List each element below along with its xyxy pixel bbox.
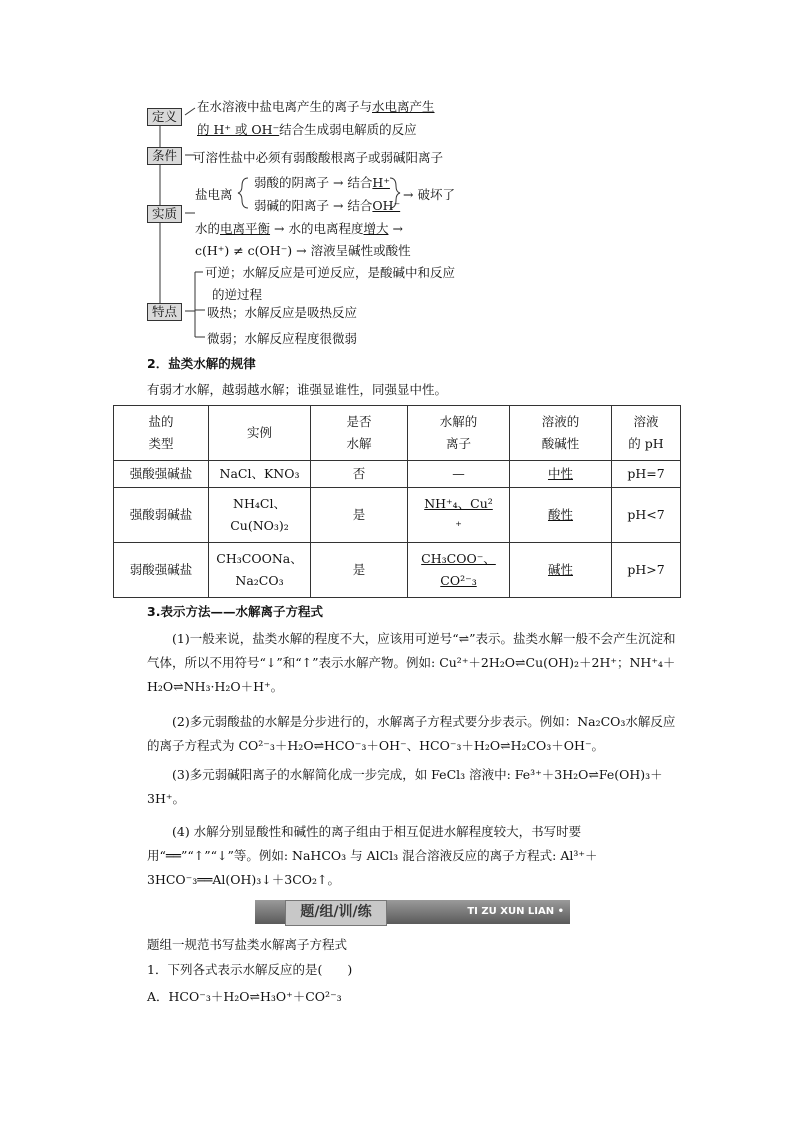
th-hydrolysis: 是否 水解 xyxy=(311,406,408,461)
group1-title: 题组一规范书写盐类水解离子方程式 xyxy=(147,937,348,952)
rule-text: 有弱才水解，越弱越水解；谁强显谁性，同强显中性。 xyxy=(147,382,448,397)
question-1: 1．下列各式表示水解反应的是( ) xyxy=(147,962,353,977)
feature-endothermic: 吸热；水解反应是吸热反应 xyxy=(207,305,358,320)
condition-text: 可溶性盐中必须有弱酸酸根离子或弱碱阳离子 xyxy=(193,150,444,165)
tag-essence: 实质 xyxy=(147,205,182,223)
paragraph-2: (2)多元弱酸盐的水解是分步进行的，水解离子方程式要分步表示。例如：Na₂CO₃水解反应的离子方程式为 CO²⁻₃＋H₂O⇌HCO⁻₃＋OH⁻、HCO⁻₃＋H₂O⇌H₂CO₃＋OH⁻。 xyxy=(147,714,676,753)
paragraph-4: (4) 水解分别显酸性和碱性的离子组由于相互促进水解程度较大，书写时要用“══”“↑”“↓”等。例如: NaHCO₃ 与 AlCl₃ 混合溶液反应的离子方程式: Al³⁺＋3HCO⁻₃══Al(OH)₃↓＋3CO₂↑。 xyxy=(147,824,598,887)
weak-base-cation: 弱碱的阳离子 → 结合OH⁻ xyxy=(254,198,401,213)
paragraph-3: (3)多元弱碱阳离子的水解简化成一步完成，如 FeCl₃ 溶液中: Fe³⁺＋3H₂O⇌Fe(OH)₃＋3H⁺。 xyxy=(147,767,663,806)
section3-title: 3.表示方法——水解离子方程式 xyxy=(147,604,323,619)
feature-reversible-2: 的逆过程 xyxy=(212,287,263,302)
practice-banner xyxy=(255,900,570,924)
feature-reversible-1: 可逆；水解反应是可逆反应，是酸碱中和反应 xyxy=(205,265,456,280)
banner-title: 题/组/训/练 xyxy=(285,900,387,926)
tag-define: 定义 xyxy=(147,108,182,126)
weak-acid-anion: 弱酸的阴离子 → 结合H⁺ xyxy=(254,175,390,190)
banner-subtitle: TI ZU XUN LIAN • xyxy=(467,906,564,917)
table-row: 弱酸强碱盐 CH₃COONa、 Na₂CO₃ 是 CH₃COO⁻、 CO²⁻₃ 碱性 pH>7 xyxy=(114,543,681,598)
table-header-row xyxy=(114,406,681,461)
water-ionization-line: 水的电离平衡 → 水的电离程度增大 → xyxy=(195,221,403,236)
salt-ionization: 盐电离 xyxy=(195,187,233,202)
table-row: 强酸弱碱盐 NH₄Cl、 Cu(NO₃)₂ 是 NH⁺₄、Cu² ⁺ 酸性 pH<7 xyxy=(114,488,681,543)
define-line2: 的 H⁺ 或 OH⁻结合生成弱电解质的反应 xyxy=(197,122,417,137)
th-example: 实例 xyxy=(209,406,311,461)
inequality-line: c(H⁺) ≠ c(OH⁻) → 溶液呈碱性或酸性 xyxy=(195,243,411,258)
hydrolysis-table xyxy=(113,405,681,598)
th-type: 盐的 类型 xyxy=(114,406,209,461)
th-ph: 溶液 的 pH xyxy=(612,406,681,461)
th-ions: 水解的 离子 xyxy=(408,406,510,461)
section2-title: 2．盐类水解的规律 xyxy=(147,356,256,371)
destroy-text: → 破坏了 xyxy=(403,187,455,202)
table-row: 强酸强碱盐 NaCl、KNO₃ 否 — 中性 pH=7 xyxy=(114,461,681,488)
option-a: A．HCO⁻₃＋H₂O⇌H₃O⁺＋CO²⁻₃ xyxy=(147,989,342,1004)
th-acidity: 溶液的 酸碱性 xyxy=(510,406,612,461)
define-line1: 在水溶液中盐电离产生的离子与水电离产生 xyxy=(197,99,435,114)
tag-feature: 特点 xyxy=(147,303,182,321)
diagram-connectors xyxy=(0,0,794,350)
tag-condition: 条件 xyxy=(147,147,182,165)
feature-weak: 微弱；水解反应程度很微弱 xyxy=(207,331,358,346)
paragraph-1: (1)一般来说，盐类水解的程度不大，应该用可逆号“⇌”表示。盐类水解一般不会产生沉淀和气体，所以不用符号“↓”和“↑”表示水解产物。例如: Cu²⁺＋2H₂O⇌Cu(OH)₂＋2H⁺；NH⁺₄＋H₂O⇌NH₃·H₂O＋H⁺。 xyxy=(147,631,676,694)
